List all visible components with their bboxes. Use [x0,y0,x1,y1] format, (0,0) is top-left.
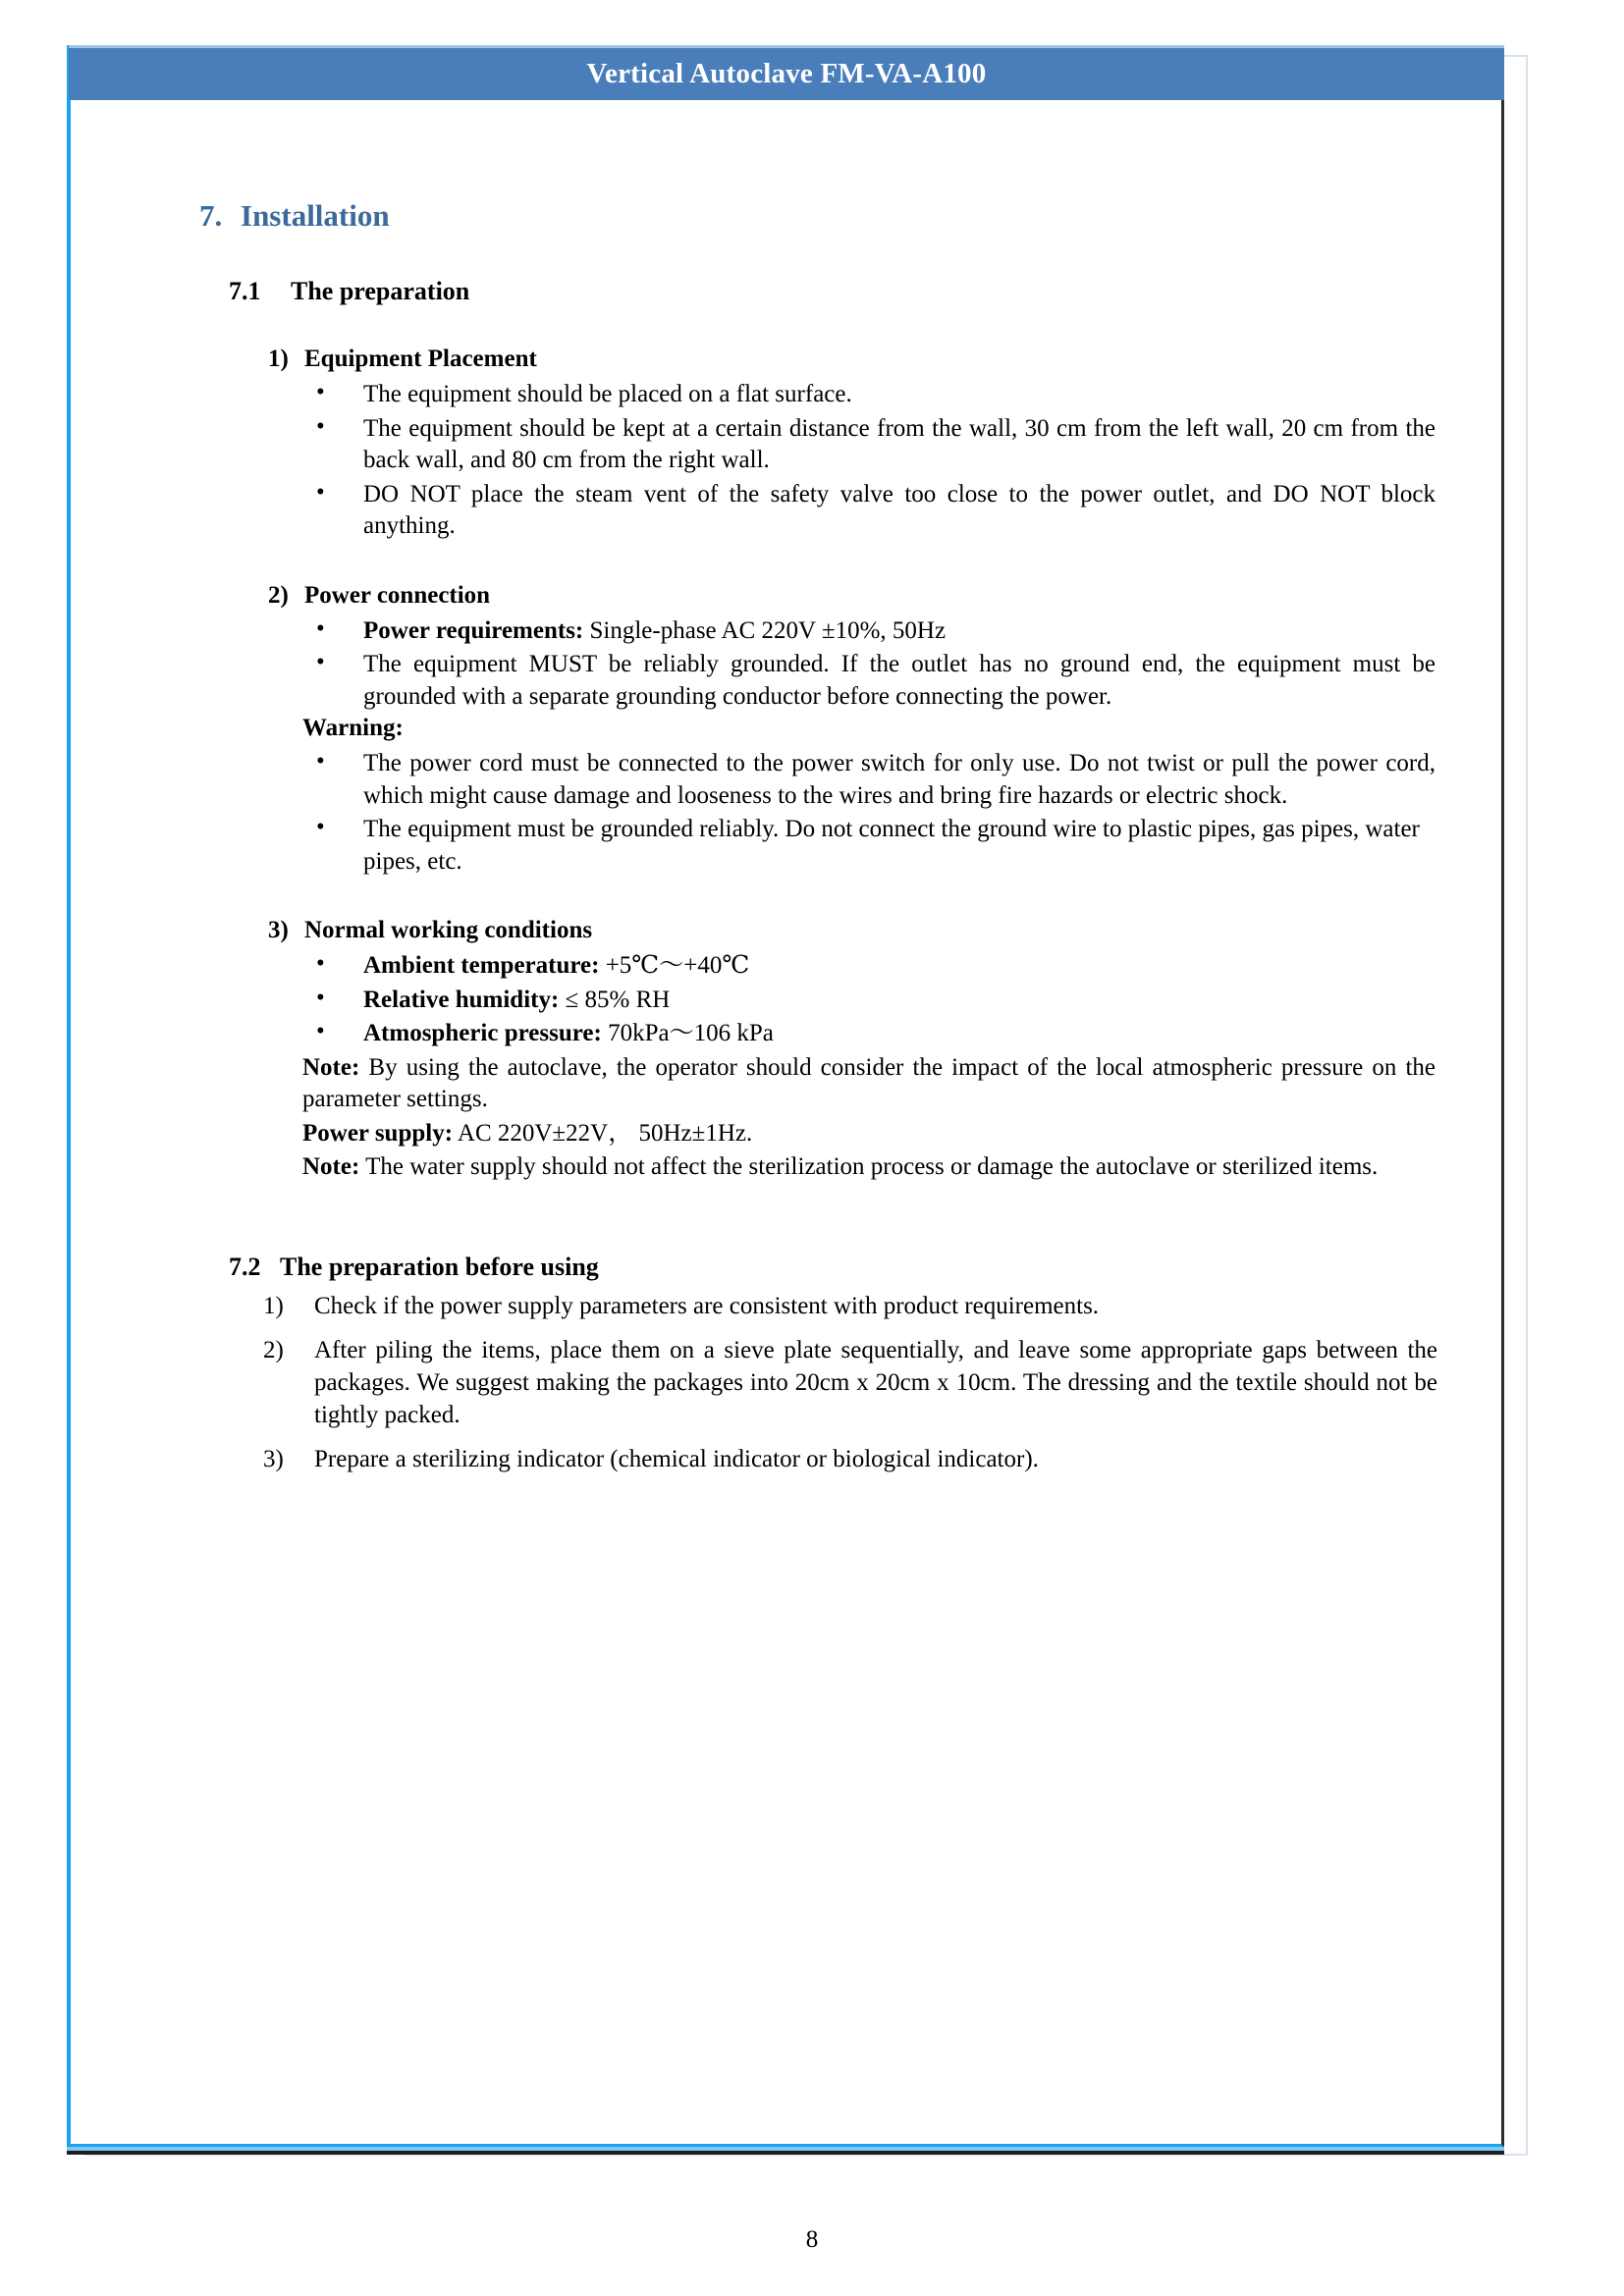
note-label: Note: [302,1153,360,1180]
list-item-number: 2) [263,1336,284,1363]
section-number: 7. [199,198,223,233]
document-content [67,108,1504,2140]
list-item: • The equipment must be grounded reliably. Do not connect the ground wire to plastic pipes, gas pipes, water pipes, etc. [302,814,1435,878]
list-number-2: 2) [268,581,289,609]
list-item [302,615,1435,648]
power-requirements-label: Power requirements: [363,616,584,644]
spacer [67,1184,1504,1209]
note-label: Note: [302,1053,360,1081]
power-requirements-value: Single-phase AC 220V ±10%, 50Hz [583,616,947,644]
list-item-number: 1) [263,1292,284,1319]
list-heading-normal-working-conditions [268,917,1504,944]
section-title: Installation [241,198,390,233]
list-item: • The power cord must be connected to the power switch for only use. Do not twist or pull the power cord, which might cause damage and looseness to the wires and bring fire hazards or electric shock. [302,748,1435,812]
document-title: Vertical Autoclave FM-VA-A100 [586,58,987,89]
section-heading-installation [199,198,1504,234]
list-item-text: Prepare a sterilizing indicator (chemical indicator or biological indicator). [314,1445,1039,1472]
relative-humidity-value: ≤ 85% RH [559,986,671,1013]
list-item: • The equipment MUST be reliably grounded. If the outlet has no ground end, the equipment must be grounded with a separate grounding conductor before connecting the power. [302,649,1435,713]
list-item [263,1290,1437,1322]
bullet-list-equipment-placement [67,379,1504,543]
list-title-3: Normal working conditions [304,917,593,943]
bullet-list-working-conditions [67,950,1504,1050]
bullet-list-warnings [67,748,1504,878]
list-title-1: Equipment Placement [304,346,537,372]
list-item [263,1443,1437,1475]
list-item [302,1018,1435,1050]
power-supply-line [302,1118,1435,1150]
subsection-heading-7-1 [229,277,1504,306]
list-item-text: Check if the power supply parameters are consistent with product requirements. [314,1292,1100,1319]
list-heading-equipment-placement [268,346,1504,373]
atmospheric-pressure-label: Atmospheric pressure: [363,1020,602,1046]
subsection-number-7-1: 7.1 [229,277,261,305]
list-number-1: 1) [268,346,289,372]
list-number-3: 3) [268,917,289,943]
list-title-2: Power connection [304,581,491,609]
numbered-list-preparation-before-using [67,1290,1504,1475]
list-item-number: 3) [263,1445,284,1472]
page-number: 8 [805,2226,819,2253]
note-atmospheric-pressure [302,1052,1435,1116]
note-text: By using the autoclave, the operator should consider the impact of the local atmospheric pressure on the parameter settings. [302,1053,1435,1112]
note-water-supply [302,1151,1435,1184]
list-item [302,985,1435,1017]
subsection-title-7-1: The preparation [291,277,470,305]
relative-humidity-label: Relative humidity: [363,986,560,1013]
power-supply-value: AC 220V±22V， 50Hz±1Hz. [453,1119,753,1147]
list-item [263,1334,1437,1431]
bullet-list-power-connection [67,615,1504,714]
subsection-number-7-2: 7.2 [229,1252,261,1281]
list-item-text: After piling the items, place them on a sieve plate sequentially, and leave some appropriate gaps between the packages. We suggest making the packages into 20cm x 20cm x 10cm. The dressing and the textile should not be tightly packed. [314,1336,1437,1428]
subsection-heading-7-2 [229,1253,1504,1282]
ambient-temperature-value: +5℃～+40℃ [599,952,750,979]
list-item [302,950,1435,983]
atmospheric-pressure-value: 70kPa～106 kPa [601,1020,774,1046]
ambient-temperature-label: Ambient temperature: [363,952,600,979]
list-heading-power-connection [268,582,1504,610]
warning-label: Warning: [302,715,404,741]
note-text: The water supply should not affect the sterilization process or damage the autoclave or sterilized items. [359,1153,1379,1180]
power-supply-label: Power supply: [302,1119,454,1147]
list-item: • The equipment should be kept at a certain distance from the wall, 30 cm from the left wall, 20 cm from the back wall, and 80 cm from the right wall. [302,413,1435,477]
document-header-banner [69,45,1504,100]
list-item: • The equipment should be placed on a flat surface. [302,379,1435,411]
subsection-title-7-2: The preparation before using [280,1252,599,1281]
list-item: • DO NOT place the steam vent of the safety valve too close to the power outlet, and DO NOT block anything. [302,479,1435,543]
